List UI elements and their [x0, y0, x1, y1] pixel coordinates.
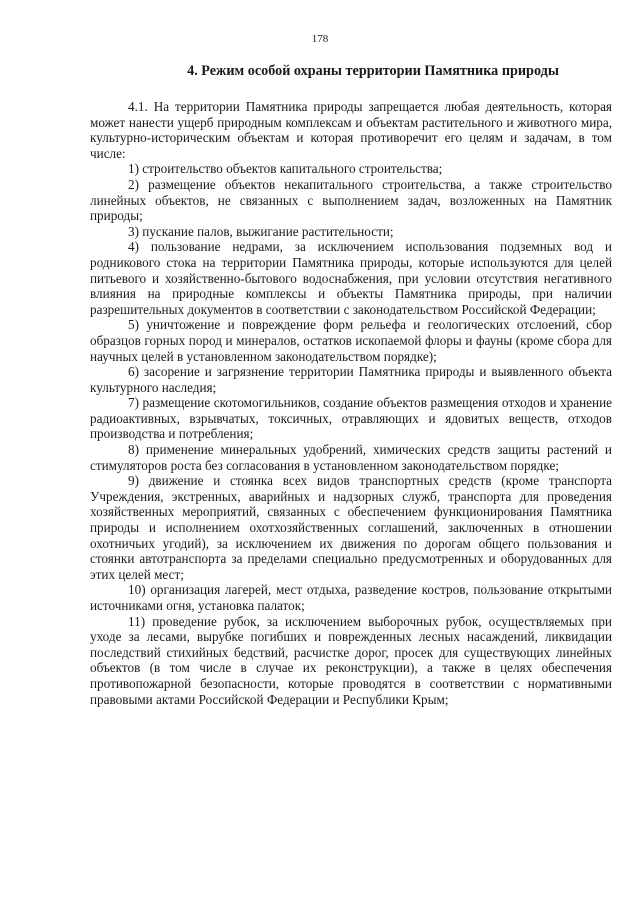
list-item-6: 6) засорение и загрязнение территории Памятника природы и выявленного объекта культурного наследия; [90, 364, 612, 395]
list-item-2: 2) размещение объектов некапитального строительства, а также строительство линейных объектов, не связанных с выполнением задач, возложенных на Памятник природы; [90, 176, 612, 224]
list-item-5: 5) уничтожение и повреждение форм рельефа и геологических отслоений, сбор образцов горных пород и минералов, остатков ископаемой флоры и фауны (кроме сбора для научных целей в установленном законодательством порядке); [90, 317, 612, 364]
page-number: 178 [311, 33, 329, 45]
section-title: 4. Режим особой охраны территории Памятника природы [187, 63, 559, 79]
list-item-7: 7) размещение скотомогильников, создание объектов размещения отходов и хранение радиоактивных, взрывчатых, токсичных, отравляющих и ядовитых веществ, отходов производства и потребления; [90, 395, 612, 442]
list-item-3: 3) пускание палов, выжигание растительности; [128, 223, 394, 239]
list-item-1: 1) строительство объектов капитального строительства; [128, 161, 443, 177]
list-item-9: 9) движение и стоянка всех видов транспортных средств (кроме транспорта Учреждения, экстренных, аварийных и надзорных служб, транспорта для проведения хозяйственных мероприятий, связанных с обеспечением функционирования Памятника природы и исполнением охотхозяйственных соглашений, заключенных в отношении охотничьих угодий), за исключением их движения по дорогам общего пользования и стоянки автотранспорта за пределами специально предусмотренных и оборудованных для этих целей мест; [90, 473, 612, 582]
document-body [90, 99, 612, 707]
list-item-8: 8) применение минеральных удобрений, химических средств защиты растений и стимуляторов роста без согласования в установленном законодательством порядке; [90, 442, 612, 473]
list-item-10: 10) организация лагерей, мест отдыха, разведение костров, пользование открытыми источниками огня, установка палаток; [90, 582, 612, 613]
paragraph-intro: 4.1. На территории Памятника природы запрещается любая деятельность, которая может нанести ущерб природным комплексам и объектам растительного и животного мира, культурно-историческим объектам и которая противоречит его целям и задачам, в том числе: [90, 99, 612, 161]
list-item-4: 4) пользование недрами, за исключением использования подземных вод и родникового стока на территории Памятника природы, которые используются для целей питьевого и хозяйственно-бытового водоснабжения, при условии отсутствия негативного влияния на природные комплексы и объекты Памятника природы, при наличии разрешительных документов в соответствии с законодательством Российской Федерации; [90, 239, 612, 317]
list-item-11: 11) проведение рубок, за исключением выборочных рубок, осуществляемых при уходе за лесами, вырубке погибших и поврежденных лесных насаждений, ликвидации последствий стихийных бедствий, расчистке дорог, просек для существующих линейных объектов (в том числе в случае их реконструкции), а также в целях обеспечения противопожарной безопасности, которые проводятся в соответствии с нормативными правовыми актами Российской Федерации и Республики Крым; [90, 613, 612, 707]
